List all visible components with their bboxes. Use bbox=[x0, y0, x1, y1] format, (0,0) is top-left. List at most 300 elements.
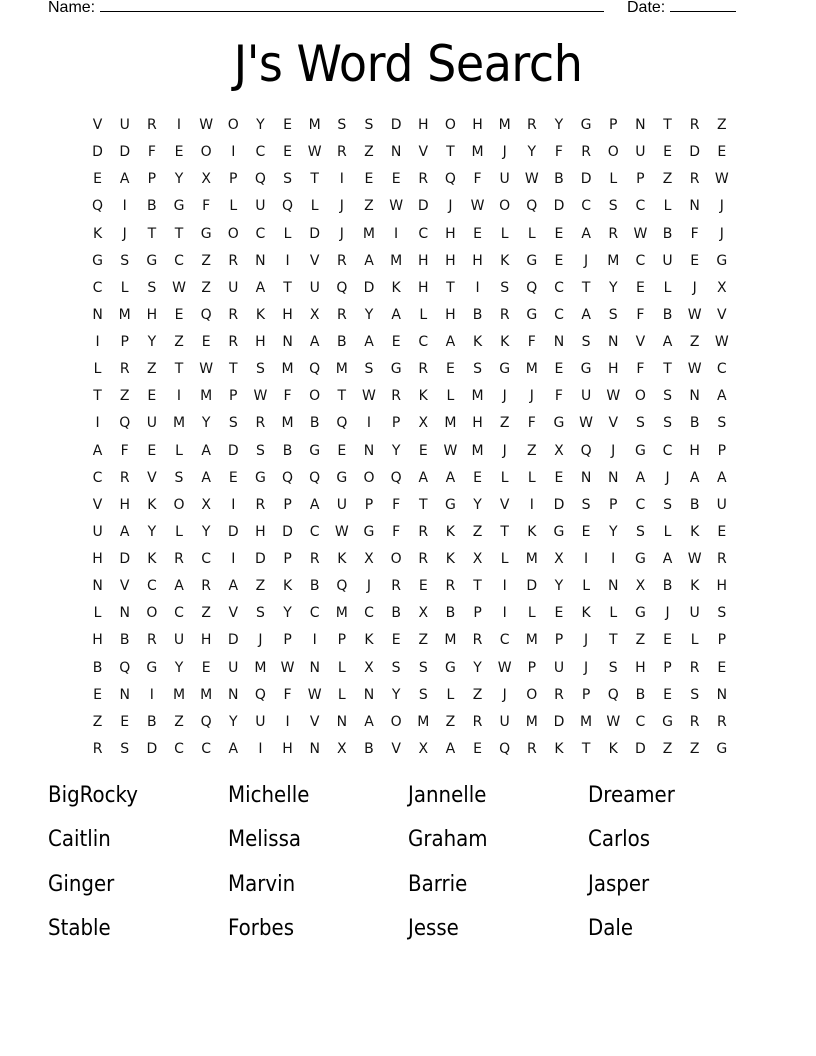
grid-cell[interactable]: Y bbox=[608, 523, 618, 540]
grid-cell[interactable]: H bbox=[417, 252, 429, 269]
grid-cell[interactable]: C bbox=[554, 306, 564, 323]
grid-cell[interactable]: L bbox=[500, 469, 509, 486]
grid-cell[interactable]: B bbox=[391, 605, 401, 622]
grid-cell[interactable]: K bbox=[445, 523, 455, 540]
grid-cell[interactable]: W bbox=[307, 686, 322, 703]
grid-cell[interactable]: X bbox=[418, 740, 429, 757]
grid-cell[interactable]: U bbox=[580, 388, 592, 405]
grid-cell[interactable]: Q bbox=[200, 713, 212, 730]
grid-cell[interactable]: G bbox=[390, 361, 402, 378]
grid-cell[interactable]: X bbox=[201, 496, 211, 513]
grid-cell[interactable]: L bbox=[283, 225, 292, 242]
grid-cell[interactable]: C bbox=[201, 551, 212, 567]
grid-cell[interactable]: R bbox=[554, 686, 564, 703]
grid-cell[interactable]: C bbox=[662, 442, 673, 459]
grid-cell[interactable]: D bbox=[309, 225, 321, 242]
grid-cell[interactable]: A bbox=[581, 225, 591, 242]
grid-cell[interactable]: N bbox=[553, 334, 565, 350]
grid-cell[interactable]: G bbox=[553, 415, 565, 432]
grid-cell[interactable]: K bbox=[581, 605, 591, 622]
grid-cell[interactable]: I bbox=[475, 279, 480, 296]
grid-cell[interactable]: S bbox=[255, 605, 265, 622]
grid-cell[interactable]: U bbox=[255, 713, 266, 730]
grid-cell[interactable]: S bbox=[690, 686, 700, 703]
grid-cell[interactable]: E bbox=[201, 334, 211, 350]
grid-cell[interactable]: O bbox=[607, 144, 619, 161]
grid-cell[interactable]: U bbox=[689, 605, 700, 622]
grid-cell[interactable]: D bbox=[417, 198, 429, 215]
grid-cell[interactable]: L bbox=[527, 605, 536, 622]
grid-cell[interactable]: I bbox=[95, 415, 100, 432]
grid-cell[interactable]: J bbox=[339, 225, 344, 242]
grid-cell[interactable]: Y bbox=[527, 144, 537, 161]
grid-cell[interactable]: S bbox=[391, 659, 401, 676]
grid-cell[interactable]: X bbox=[717, 279, 727, 296]
grid-cell[interactable]: I bbox=[95, 334, 100, 350]
grid-cell[interactable]: E bbox=[473, 740, 482, 757]
grid-cell[interactable]: G bbox=[200, 225, 212, 242]
grid-cell[interactable]: C bbox=[174, 252, 184, 269]
grid-cell[interactable]: X bbox=[337, 740, 347, 757]
grid-cell[interactable]: J bbox=[448, 198, 453, 215]
grid-cell[interactable]: X bbox=[418, 605, 429, 622]
grid-cell[interactable]: E bbox=[635, 279, 645, 296]
grid-cell[interactable]: G bbox=[716, 252, 728, 269]
grid-cell[interactable]: F bbox=[527, 334, 536, 350]
grid-cell[interactable]: H bbox=[92, 632, 103, 649]
grid-cell[interactable]: I bbox=[502, 578, 507, 595]
grid-cell[interactable]: V bbox=[309, 713, 320, 730]
grid-cell[interactable]: B bbox=[282, 442, 293, 459]
grid-cell[interactable]: R bbox=[336, 306, 347, 323]
grid-cell[interactable]: J bbox=[584, 659, 589, 676]
grid-cell[interactable]: T bbox=[663, 117, 672, 133]
grid-cell[interactable]: C bbox=[92, 469, 103, 486]
grid-cell[interactable]: S bbox=[581, 334, 591, 350]
grid-cell[interactable]: F bbox=[527, 415, 536, 432]
grid-cell[interactable]: N bbox=[608, 578, 619, 595]
grid-cell[interactable]: N bbox=[309, 740, 320, 757]
grid-cell[interactable]: G bbox=[580, 117, 592, 133]
grid-cell[interactable]: S bbox=[581, 496, 591, 513]
grid-cell[interactable]: L bbox=[93, 361, 102, 378]
grid-cell[interactable]: K bbox=[527, 523, 537, 540]
grid-cell[interactable]: I bbox=[366, 415, 372, 432]
grid-cell[interactable]: I bbox=[176, 117, 182, 133]
grid-cell[interactable]: H bbox=[716, 578, 728, 595]
grid-cell[interactable]: J bbox=[502, 144, 507, 161]
grid-cell[interactable]: Q bbox=[580, 442, 592, 459]
grid-cell[interactable]: N bbox=[608, 334, 619, 350]
grid-cell[interactable]: Y bbox=[201, 523, 211, 540]
grid-cell[interactable]: V bbox=[92, 117, 103, 133]
grid-cell[interactable]: E bbox=[418, 442, 428, 459]
grid-cell[interactable]: W bbox=[443, 442, 458, 459]
grid-cell[interactable]: V bbox=[92, 496, 103, 513]
grid-cell[interactable]: F bbox=[473, 171, 482, 188]
grid-cell[interactable]: F bbox=[120, 442, 129, 459]
grid-cell[interactable]: R bbox=[689, 659, 700, 676]
grid-cell[interactable]: F bbox=[554, 144, 563, 161]
grid-cell[interactable]: Z bbox=[527, 442, 537, 459]
grid-cell[interactable]: I bbox=[394, 225, 399, 242]
grid-cell[interactable]: Y bbox=[201, 415, 211, 432]
grid-cell[interactable]: A bbox=[174, 578, 184, 595]
grid-cell[interactable]: E bbox=[120, 713, 130, 730]
grid-cell[interactable]: H bbox=[635, 659, 646, 676]
grid-cell[interactable]: J bbox=[665, 605, 670, 622]
grid-cell[interactable]: U bbox=[119, 117, 130, 133]
grid-cell[interactable]: E bbox=[581, 523, 591, 540]
grid-cell[interactable]: G bbox=[363, 523, 375, 540]
grid-cell[interactable]: B bbox=[662, 225, 673, 242]
grid-cell[interactable]: K bbox=[690, 523, 700, 540]
grid-cell[interactable]: J bbox=[366, 578, 372, 595]
grid-cell[interactable]: A bbox=[228, 740, 239, 757]
grid-cell[interactable]: K bbox=[418, 388, 428, 405]
grid-cell[interactable]: A bbox=[717, 388, 727, 405]
grid-cell[interactable]: W bbox=[172, 279, 186, 296]
grid-cell[interactable]: R bbox=[716, 713, 727, 730]
grid-cell[interactable]: H bbox=[445, 225, 456, 242]
grid-cell[interactable]: H bbox=[282, 740, 293, 757]
grid-cell[interactable]: L bbox=[663, 279, 672, 296]
grid-cell[interactable]: X bbox=[554, 551, 564, 567]
grid-cell[interactable]: A bbox=[662, 334, 673, 350]
grid-cell[interactable]: W bbox=[687, 306, 702, 323]
grid-cell[interactable]: A bbox=[418, 469, 429, 486]
grid-cell[interactable]: L bbox=[337, 686, 346, 703]
grid-cell[interactable]: M bbox=[525, 361, 538, 378]
grid-cell[interactable]: A bbox=[581, 306, 591, 323]
grid-cell[interactable]: G bbox=[634, 605, 646, 622]
grid-cell[interactable]: W bbox=[389, 198, 404, 215]
grid-cell[interactable]: U bbox=[716, 496, 727, 513]
grid-cell[interactable]: F bbox=[392, 496, 401, 513]
grid-cell[interactable]: A bbox=[445, 469, 456, 486]
grid-cell[interactable]: S bbox=[608, 659, 618, 676]
grid-cell[interactable]: E bbox=[391, 334, 401, 350]
grid-cell[interactable]: K bbox=[364, 632, 374, 649]
grid-cell[interactable]: I bbox=[231, 496, 236, 513]
grid-cell[interactable]: S bbox=[337, 117, 347, 133]
grid-cell[interactable]: H bbox=[200, 632, 212, 649]
grid-cell[interactable]: A bbox=[309, 496, 320, 513]
grid-cell[interactable]: E bbox=[717, 659, 727, 676]
grid-cell[interactable]: H bbox=[92, 551, 103, 567]
grid-cell[interactable]: D bbox=[390, 117, 402, 133]
grid-cell[interactable]: R bbox=[255, 415, 266, 432]
grid-cell[interactable]: Z bbox=[689, 740, 700, 757]
grid-cell[interactable]: Q bbox=[336, 279, 348, 296]
grid-cell[interactable]: O bbox=[173, 496, 185, 513]
grid-cell[interactable]: R bbox=[336, 252, 347, 269]
grid-cell[interactable]: Z bbox=[364, 198, 374, 215]
grid-cell[interactable]: Y bbox=[473, 496, 482, 513]
grid-cell[interactable]: M bbox=[417, 713, 430, 730]
grid-cell[interactable]: E bbox=[554, 605, 564, 622]
grid-cell[interactable]: M bbox=[335, 361, 348, 378]
grid-cell[interactable]: R bbox=[391, 388, 401, 405]
grid-cell[interactable]: I bbox=[584, 551, 589, 567]
grid-cell[interactable]: S bbox=[635, 523, 645, 540]
grid-cell[interactable]: F bbox=[392, 523, 401, 540]
grid-cell[interactable]: M bbox=[362, 225, 376, 242]
grid-cell[interactable]: I bbox=[231, 551, 236, 567]
grid-cell[interactable]: B bbox=[689, 496, 700, 513]
grid-cell[interactable]: K bbox=[147, 496, 157, 513]
grid-cell[interactable]: D bbox=[227, 523, 239, 540]
grid-cell[interactable]: Y bbox=[554, 578, 564, 595]
grid-cell[interactable]: T bbox=[228, 361, 238, 378]
grid-cell[interactable]: K bbox=[608, 740, 618, 757]
grid-cell[interactable]: I bbox=[176, 388, 182, 405]
grid-cell[interactable]: X bbox=[364, 659, 374, 676]
grid-cell[interactable]: M bbox=[525, 632, 538, 649]
grid-cell[interactable]: V bbox=[418, 144, 429, 161]
grid-cell[interactable]: R bbox=[201, 578, 211, 595]
grid-cell[interactable]: S bbox=[635, 415, 645, 432]
grid-cell[interactable]: D bbox=[580, 171, 592, 188]
grid-cell[interactable]: S bbox=[255, 361, 265, 378]
grid-cell[interactable]: K bbox=[282, 578, 293, 595]
grid-cell[interactable]: Y bbox=[554, 117, 564, 133]
grid-cell[interactable]: Y bbox=[256, 117, 265, 133]
grid-cell[interactable]: H bbox=[445, 252, 456, 269]
grid-cell[interactable]: I bbox=[258, 740, 263, 757]
grid-cell[interactable]: S bbox=[120, 252, 130, 269]
grid-cell[interactable]: S bbox=[418, 659, 428, 676]
grid-cell[interactable]: A bbox=[689, 469, 700, 486]
grid-cell[interactable]: V bbox=[499, 496, 510, 513]
grid-cell[interactable]: A bbox=[662, 551, 673, 567]
grid-cell[interactable]: M bbox=[172, 415, 186, 432]
grid-cell[interactable]: R bbox=[391, 578, 401, 595]
grid-cell[interactable]: Y bbox=[174, 659, 184, 676]
grid-cell[interactable]: U bbox=[309, 279, 320, 296]
grid-cell[interactable]: J bbox=[692, 279, 697, 296]
grid-cell[interactable]: S bbox=[663, 415, 672, 432]
grid-cell[interactable]: R bbox=[418, 551, 429, 567]
grid-cell[interactable]: G bbox=[146, 252, 158, 269]
grid-cell[interactable]: Q bbox=[526, 279, 538, 296]
grid-cell[interactable]: N bbox=[309, 659, 320, 676]
grid-cell[interactable]: R bbox=[445, 578, 456, 595]
grid-cell[interactable]: S bbox=[418, 686, 428, 703]
grid-cell[interactable]: K bbox=[554, 740, 564, 757]
grid-cell[interactable]: P bbox=[120, 334, 129, 350]
grid-cell[interactable]: G bbox=[716, 740, 728, 757]
grid-cell[interactable]: X bbox=[554, 442, 564, 459]
grid-cell[interactable]: Z bbox=[445, 713, 456, 730]
grid-cell[interactable]: P bbox=[147, 171, 157, 188]
grid-cell[interactable]: W bbox=[687, 361, 702, 378]
grid-cell[interactable]: Q bbox=[119, 415, 131, 432]
grid-cell[interactable]: H bbox=[282, 306, 293, 323]
grid-cell[interactable]: E bbox=[283, 117, 292, 133]
grid-cell[interactable]: C bbox=[418, 334, 429, 350]
grid-cell[interactable]: W bbox=[714, 171, 729, 188]
grid-cell[interactable]: O bbox=[526, 686, 538, 703]
grid-cell[interactable]: C bbox=[364, 605, 374, 622]
grid-cell[interactable]: W bbox=[334, 523, 349, 540]
grid-cell[interactable]: F bbox=[690, 225, 699, 242]
grid-cell[interactable]: U bbox=[146, 415, 157, 432]
grid-cell[interactable]: Z bbox=[147, 361, 157, 378]
grid-cell[interactable]: Q bbox=[390, 469, 402, 486]
grid-cell[interactable]: D bbox=[255, 551, 266, 567]
grid-cell[interactable]: X bbox=[309, 306, 320, 323]
grid-cell[interactable]: P bbox=[554, 632, 564, 649]
grid-cell[interactable]: K bbox=[391, 279, 401, 296]
grid-cell[interactable]: M bbox=[254, 659, 267, 676]
grid-cell[interactable]: A bbox=[445, 740, 456, 757]
grid-cell[interactable]: S bbox=[120, 740, 130, 757]
grid-cell[interactable]: O bbox=[390, 713, 402, 730]
grid-cell[interactable]: N bbox=[228, 686, 239, 703]
grid-cell[interactable]: Z bbox=[201, 279, 211, 296]
grid-cell[interactable]: N bbox=[119, 686, 130, 703]
grid-cell[interactable]: Z bbox=[255, 578, 266, 595]
grid-cell[interactable]: G bbox=[336, 469, 348, 486]
grid-cell[interactable]: X bbox=[418, 415, 429, 432]
grid-cell[interactable]: T bbox=[174, 225, 184, 242]
grid-cell[interactable]: I bbox=[339, 171, 344, 188]
grid-cell[interactable]: E bbox=[93, 686, 102, 703]
grid-cell[interactable]: H bbox=[607, 361, 619, 378]
grid-cell[interactable]: M bbox=[498, 117, 511, 133]
grid-cell[interactable]: S bbox=[608, 198, 618, 215]
grid-cell[interactable]: J bbox=[719, 225, 724, 242]
grid-cell[interactable]: M bbox=[444, 415, 457, 432]
grid-cell[interactable]: Z bbox=[201, 252, 211, 269]
grid-cell[interactable]: K bbox=[472, 334, 483, 350]
grid-cell[interactable]: S bbox=[608, 306, 618, 323]
grid-cell[interactable]: Y bbox=[364, 306, 374, 323]
grid-cell[interactable]: P bbox=[283, 551, 292, 567]
grid-cell[interactable]: L bbox=[310, 198, 319, 215]
grid-cell[interactable]: K bbox=[500, 252, 510, 269]
grid-cell[interactable]: I bbox=[312, 632, 317, 649]
grid-cell[interactable]: R bbox=[689, 117, 700, 133]
grid-cell[interactable]: R bbox=[608, 225, 619, 242]
grid-cell[interactable]: A bbox=[201, 442, 211, 459]
grid-cell[interactable]: N bbox=[363, 442, 375, 459]
grid-cell[interactable]: Z bbox=[92, 713, 103, 730]
grid-cell[interactable]: R bbox=[146, 632, 157, 649]
grid-cell[interactable]: Y bbox=[608, 279, 618, 296]
grid-cell[interactable]: Z bbox=[472, 686, 483, 703]
grid-cell[interactable]: T bbox=[418, 496, 428, 513]
grid-cell[interactable]: Q bbox=[499, 740, 511, 757]
grid-cell[interactable]: L bbox=[500, 551, 509, 567]
grid-cell[interactable]: W bbox=[606, 388, 621, 405]
grid-cell[interactable]: W bbox=[687, 551, 702, 567]
grid-cell[interactable]: N bbox=[336, 713, 348, 730]
grid-cell[interactable]: Z bbox=[662, 740, 673, 757]
grid-cell[interactable]: G bbox=[146, 659, 158, 676]
grid-cell[interactable]: T bbox=[310, 171, 319, 188]
grid-cell[interactable]: T bbox=[500, 523, 509, 540]
grid-cell[interactable]: B bbox=[635, 686, 646, 703]
grid-cell[interactable]: H bbox=[472, 415, 483, 432]
grid-cell[interactable]: A bbox=[201, 469, 211, 486]
grid-cell[interactable]: Q bbox=[254, 171, 266, 188]
grid-cell[interactable]: U bbox=[662, 252, 673, 269]
grid-cell[interactable]: P bbox=[527, 659, 537, 676]
grid-cell[interactable]: R bbox=[228, 252, 239, 269]
grid-cell[interactable]: I bbox=[122, 198, 127, 215]
grid-cell[interactable]: N bbox=[282, 334, 293, 350]
grid-cell[interactable]: O bbox=[634, 388, 646, 405]
grid-cell[interactable]: W bbox=[280, 659, 295, 676]
grid-cell[interactable]: J bbox=[529, 388, 534, 405]
grid-cell[interactable]: J bbox=[719, 198, 724, 215]
grid-cell[interactable]: E bbox=[554, 225, 564, 242]
grid-cell[interactable]: R bbox=[119, 361, 130, 378]
grid-cell[interactable]: N bbox=[119, 605, 130, 622]
grid-cell[interactable]: P bbox=[229, 171, 238, 188]
grid-cell[interactable]: G bbox=[444, 659, 456, 676]
grid-cell[interactable]: A bbox=[717, 469, 727, 486]
grid-cell[interactable]: A bbox=[309, 334, 320, 350]
grid-cell[interactable]: I bbox=[285, 252, 290, 269]
grid-cell[interactable]: B bbox=[309, 578, 320, 595]
date-blank-line[interactable] bbox=[670, 0, 736, 12]
grid-cell[interactable]: M bbox=[118, 306, 131, 323]
grid-cell[interactable]: B bbox=[554, 171, 564, 188]
grid-cell[interactable]: L bbox=[446, 388, 455, 405]
grid-cell[interactable]: P bbox=[283, 496, 292, 513]
grid-cell[interactable]: N bbox=[635, 117, 646, 133]
grid-cell[interactable]: J bbox=[339, 198, 344, 215]
grid-cell[interactable]: R bbox=[336, 144, 347, 161]
grid-cell[interactable]: S bbox=[147, 279, 157, 296]
grid-cell[interactable]: J bbox=[584, 632, 589, 649]
grid-cell[interactable]: A bbox=[119, 171, 130, 188]
grid-cell[interactable]: W bbox=[199, 361, 214, 378]
grid-cell[interactable]: C bbox=[635, 713, 646, 730]
grid-cell[interactable]: K bbox=[337, 551, 347, 567]
grid-cell[interactable]: N bbox=[363, 686, 375, 703]
grid-cell[interactable]: A bbox=[635, 469, 646, 486]
grid-cell[interactable]: R bbox=[146, 117, 157, 133]
grid-cell[interactable]: Q bbox=[526, 198, 538, 215]
grid-cell[interactable]: W bbox=[253, 388, 268, 405]
grid-cell[interactable]: U bbox=[499, 171, 510, 188]
grid-cell[interactable]: M bbox=[200, 388, 213, 405]
grid-cell[interactable]: D bbox=[526, 578, 538, 595]
grid-cell[interactable]: L bbox=[446, 686, 455, 703]
grid-cell[interactable]: M bbox=[580, 713, 593, 730]
grid-cell[interactable]: W bbox=[606, 713, 621, 730]
grid-cell[interactable]: P bbox=[717, 442, 727, 459]
grid-cell[interactable]: V bbox=[635, 334, 646, 350]
grid-cell[interactable]: E bbox=[147, 388, 157, 405]
grid-cell[interactable]: O bbox=[363, 469, 375, 486]
grid-cell[interactable]: H bbox=[472, 117, 483, 133]
grid-cell[interactable]: E bbox=[663, 686, 672, 703]
grid-cell[interactable]: L bbox=[337, 659, 346, 676]
grid-cell[interactable]: T bbox=[663, 361, 672, 378]
grid-cell[interactable]: R bbox=[499, 306, 510, 323]
grid-cell[interactable]: B bbox=[472, 306, 483, 323]
grid-cell[interactable]: T bbox=[446, 144, 455, 161]
grid-cell[interactable]: G bbox=[526, 252, 538, 269]
grid-cell[interactable]: C bbox=[255, 225, 266, 242]
grid-cell[interactable]: A bbox=[364, 713, 374, 730]
grid-cell[interactable]: U bbox=[228, 279, 239, 296]
